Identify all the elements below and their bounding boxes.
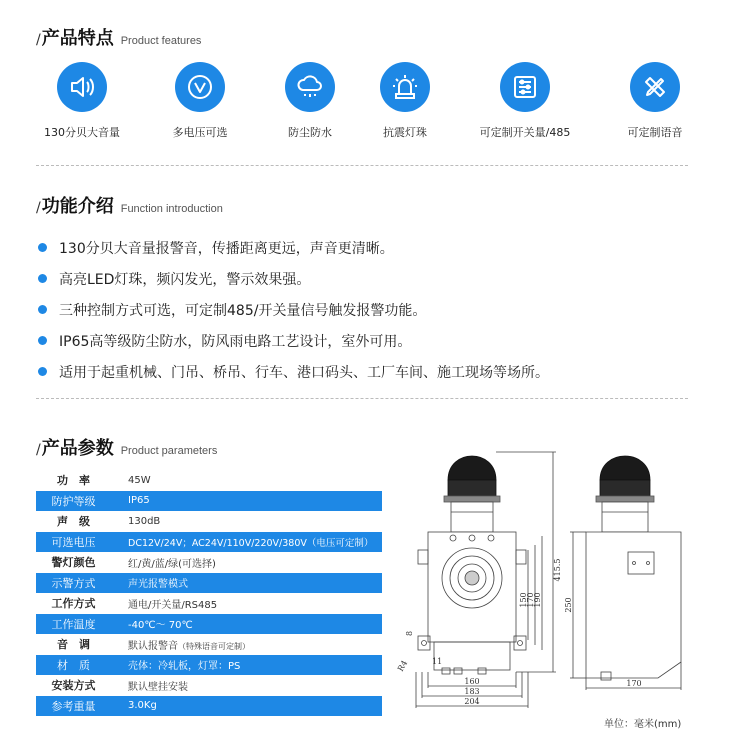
list-item: IP65高等级防尘防水，防风雨电路工艺设计，室外可用。 [38,325,549,356]
dim-190: 190 [533,592,542,608]
feature-item: 防尘防水 [255,62,365,140]
side-view [570,456,681,690]
list-item: 三种控制方式可选，可定制485/开关量信号触发报警功能。 [38,294,549,325]
section-title-features: / 产品特点 Product features [36,24,201,50]
table-row: 工作温度 -40℃～ 70℃ [36,614,382,635]
table-row: 防护等级 IP65 [36,491,382,512]
dim-tab: 8 [405,630,414,636]
features-title: 产品特点 [41,28,114,49]
dim-depth: 170 [626,679,642,688]
list-item: 130分贝大音量报警音，传播距离更远，声音更清晰。 [38,232,549,263]
section-title-params: / 产品参数 Product parameters [36,434,217,460]
feature-item: 可定制语音 [600,62,710,140]
cloud-rain-icon [285,62,335,112]
dim-183: 183 [464,687,480,696]
bullet-dot [38,305,47,314]
voltage-icon [175,62,225,112]
dim-160: 160 [464,677,480,686]
table-row: 示警方式 声光报警模式 [36,573,382,594]
feature-item: 130分贝大音量 [27,62,137,140]
control-panel-icon [500,62,550,112]
table-row: 工作方式 通电/开关量/RS485 [51,597,218,611]
list-item: 适用于起重机械、门吊、桥吊、行车、港口码头、工厂车间、施工现场等场所。 [38,356,549,387]
function-title: 功能介绍 [41,196,114,217]
divider [36,398,688,399]
dim-body-height: 250 [564,597,573,613]
dimension-drawing [388,440,733,741]
table-row: 功 率 45W [57,474,151,488]
params-table [36,470,382,716]
pencil-ruler-icon [630,62,680,112]
params-title: 产品参数 [41,438,114,459]
unit-label: 单位：毫米(mm) [604,719,682,730]
table-row: 安装方式 默认壁挂安装 [51,679,188,693]
table-row: 参考重量 3.0Kg [36,696,382,717]
dim-170: 170 [526,592,535,608]
bullet-dot [38,367,47,376]
dim-radius: R4 [395,658,410,673]
beacon-icon [380,62,430,112]
feature-item: 可定制开关量/485 [470,62,580,140]
speaker-icon [57,62,107,112]
bullet-dot [38,274,47,283]
features-row [30,62,690,147]
table-row: 音 调 默认报警音（特殊语音可定制） [57,638,250,652]
features-subtitle: Product features [120,35,202,47]
front-view [416,452,556,708]
function-list [38,232,549,387]
table-row: 声 级 130dB [57,515,161,529]
feature-item: 多电压可选 [145,62,255,140]
dim-hole: 11 [432,657,443,666]
params-subtitle: Product parameters [120,445,218,457]
table-row: 材 质 壳体：冷轧板，灯罩：PS [36,655,382,676]
divider [36,165,688,166]
feature-item: 抗震灯珠 [350,62,460,140]
list-item: 高亮LED灯珠，频闪发光，警示效果强。 [38,263,549,294]
bullet-dot [38,336,47,345]
table-row: 可选电压 DC12V/24V；AC24V/110V/220V/380V（电压可定制） [36,532,382,553]
function-subtitle: Function introduction [120,203,223,215]
section-title-function: / 功能介绍 Function introduction [36,192,223,218]
dim-total-height: 415.5 [553,558,562,582]
table-row: 警灯颜色 红/黄/蓝/绿(可选择) [51,556,216,570]
dim-204: 204 [464,697,480,706]
dim-150: 150 [519,592,528,608]
bullet-dot [38,243,47,252]
